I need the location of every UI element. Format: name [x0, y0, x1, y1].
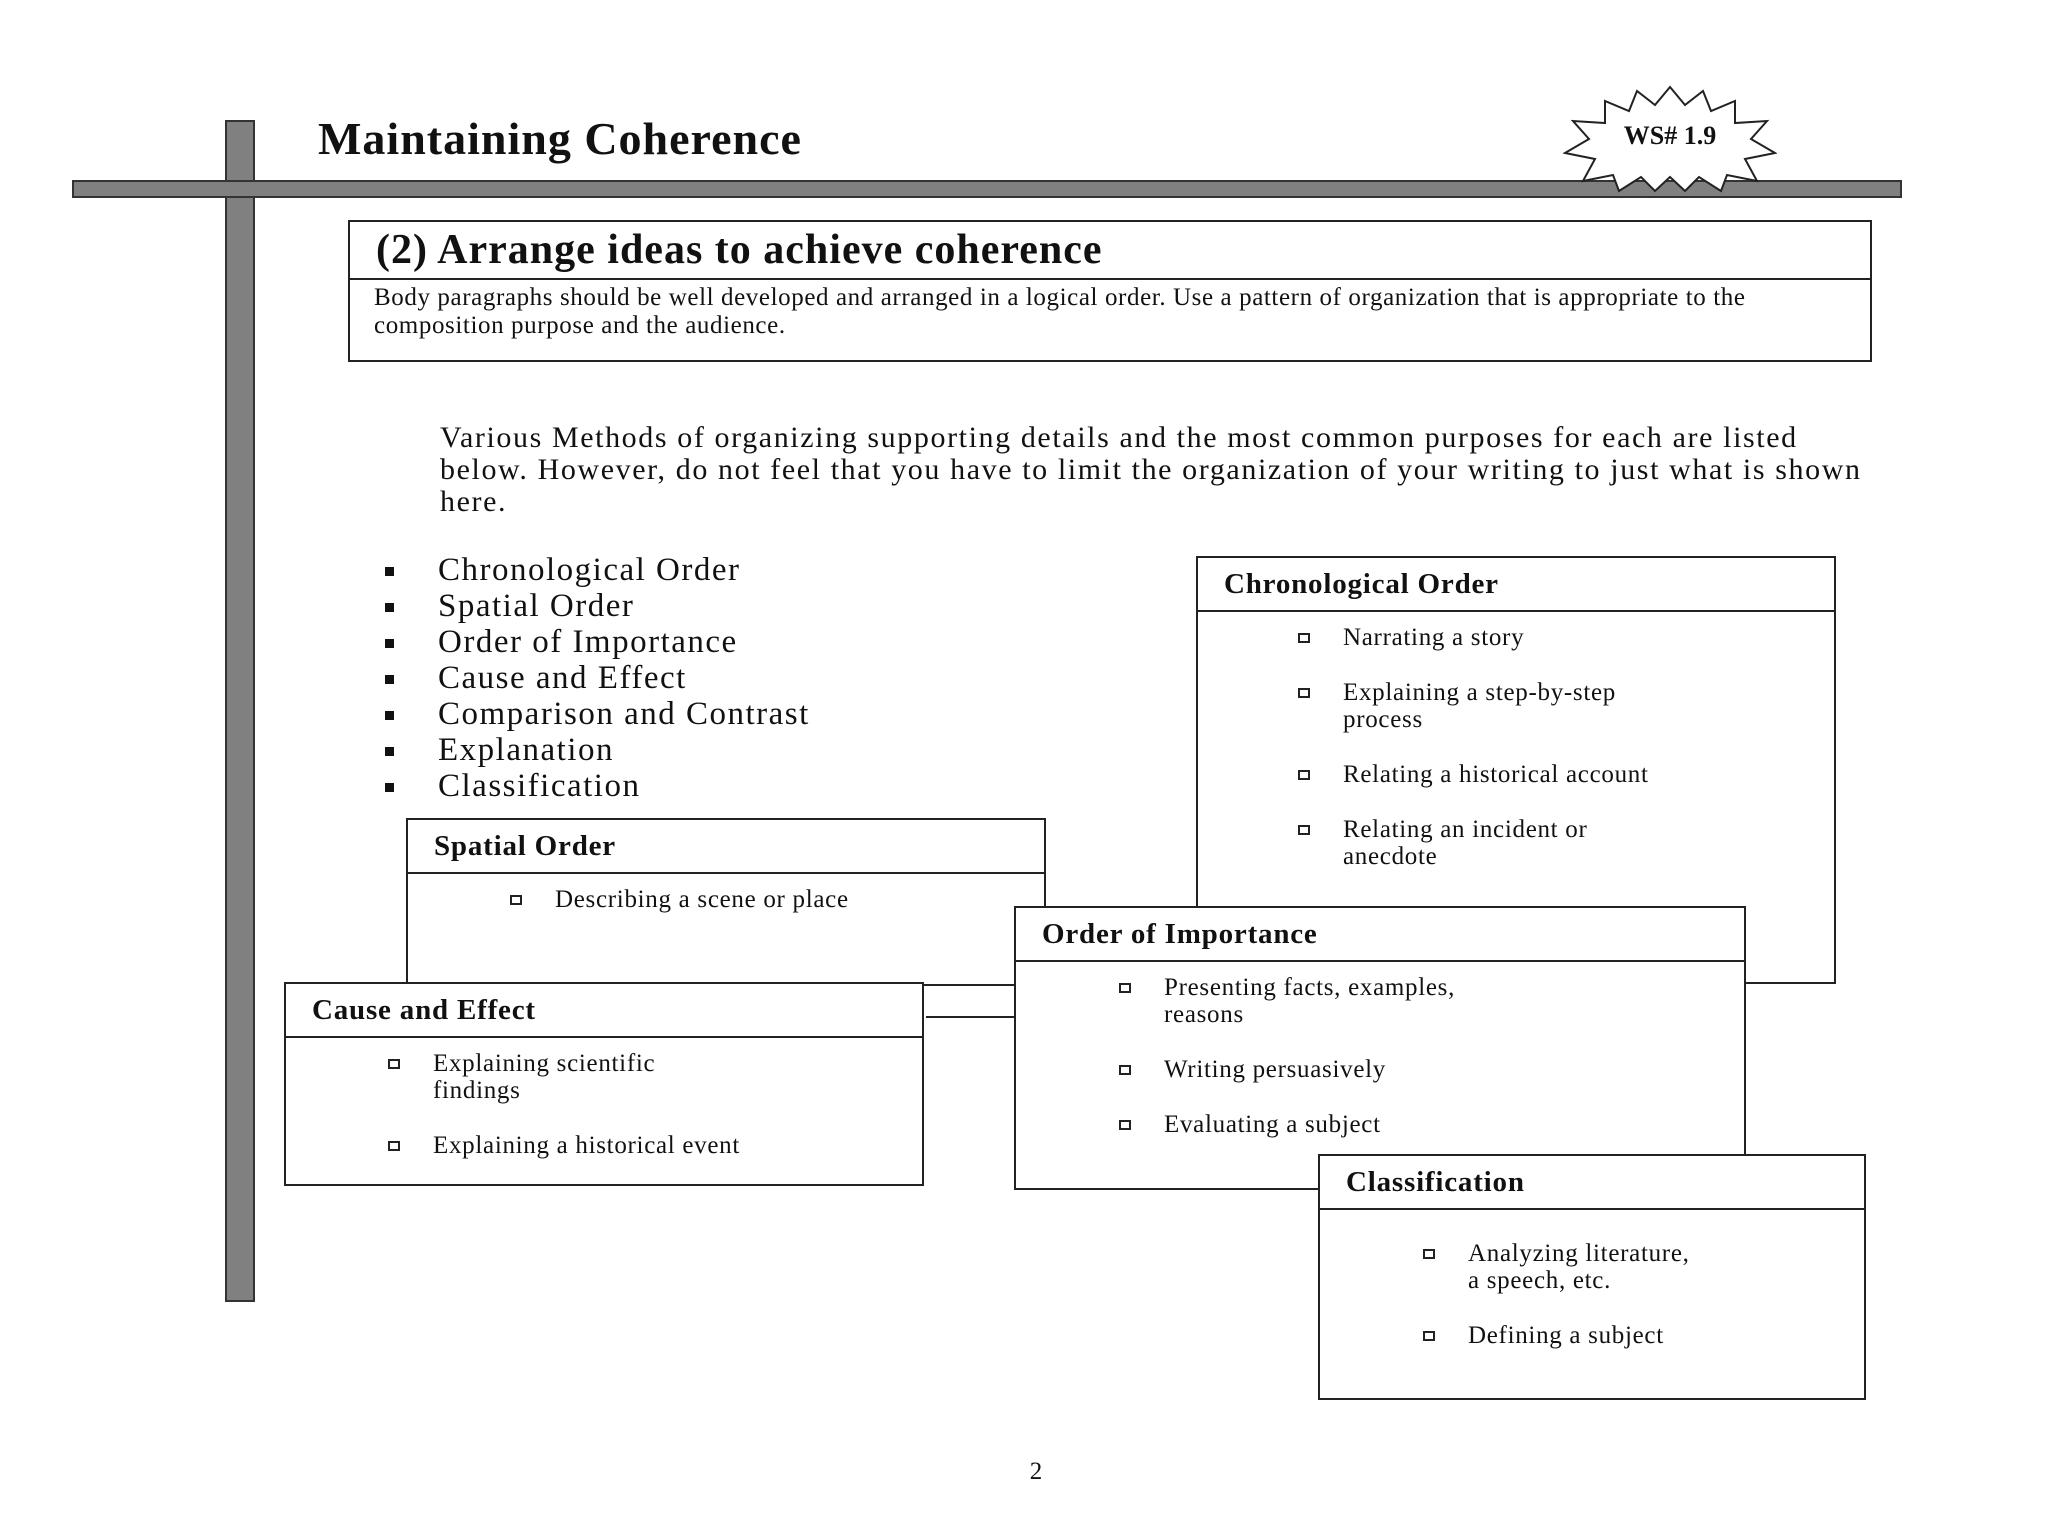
- list-item: Comparison and Contrast: [380, 696, 810, 732]
- box-title: Spatial Order: [408, 820, 1044, 874]
- list-item: Writing persuasively: [1164, 1056, 1744, 1083]
- box-list: [1016, 962, 1744, 1138]
- page-number: 2: [1029, 1458, 1043, 1485]
- list-item: Evaluating a subject: [1164, 1111, 1744, 1138]
- box-list: [1198, 612, 1834, 870]
- cause-and-effect-box: [284, 982, 924, 1186]
- connector-line: [926, 1016, 1020, 1018]
- list-item: Defining a subject: [1468, 1322, 1864, 1349]
- list-item: Classification: [380, 768, 810, 804]
- list-item: Order of Importance: [380, 624, 810, 660]
- list-item: Explaining scientific findings: [433, 1050, 922, 1104]
- box-title: Classification: [1320, 1156, 1864, 1210]
- box-list: [408, 874, 1044, 913]
- list-item: Relating an incident or anecdote: [1343, 816, 1834, 870]
- section-heading: (2) Arrange ideas to achieve coherence: [350, 222, 1870, 280]
- list-item: Explaining a historical event: [433, 1132, 922, 1159]
- page-title: Maintaining Coherence: [318, 113, 802, 164]
- list-item: Explaining a step-by-step process: [1343, 679, 1834, 733]
- list-item: Cause and Effect: [380, 660, 810, 696]
- list-item: Describing a scene or place: [555, 886, 1044, 913]
- vertical-rule: [225, 120, 255, 1302]
- spatial-order-box: [406, 818, 1046, 986]
- intro-paragraph: Various Methods of organizing supporting details and the most common purposes for each are listed below. However, do not feel that you have to limit the organization of your writing to just what is shown here.: [440, 421, 1862, 518]
- list-item: Chronological Order: [380, 552, 810, 588]
- box-list: [286, 1038, 922, 1159]
- box-title: Chronological Order: [1198, 558, 1834, 612]
- list-item: Relating a historical account: [1343, 761, 1834, 788]
- list-item: Presenting facts, examples, reasons: [1164, 974, 1744, 1028]
- list-item: Spatial Order: [380, 588, 810, 624]
- list-item: Analyzing literature, a speech, etc.: [1468, 1240, 1864, 1294]
- worksheet-number: WS# 1.9: [1623, 121, 1717, 150]
- box-title: Cause and Effect: [286, 984, 922, 1038]
- list-item: Explanation: [380, 732, 810, 768]
- section-body: Body paragraphs should be well developed and arranged in a logical order. Use a pattern of organization that is appropriate to the composition purpose and the audience.: [374, 284, 1746, 339]
- box-list: [1320, 1210, 1864, 1349]
- methods-list: [380, 552, 810, 804]
- classification-box: [1318, 1154, 1866, 1400]
- section-panel: [348, 220, 1872, 362]
- list-item: Narrating a story: [1343, 624, 1834, 651]
- order-of-importance-box: [1014, 906, 1746, 1190]
- box-title: Order of Importance: [1016, 908, 1744, 962]
- worksheet-badge: [1563, 85, 1777, 193]
